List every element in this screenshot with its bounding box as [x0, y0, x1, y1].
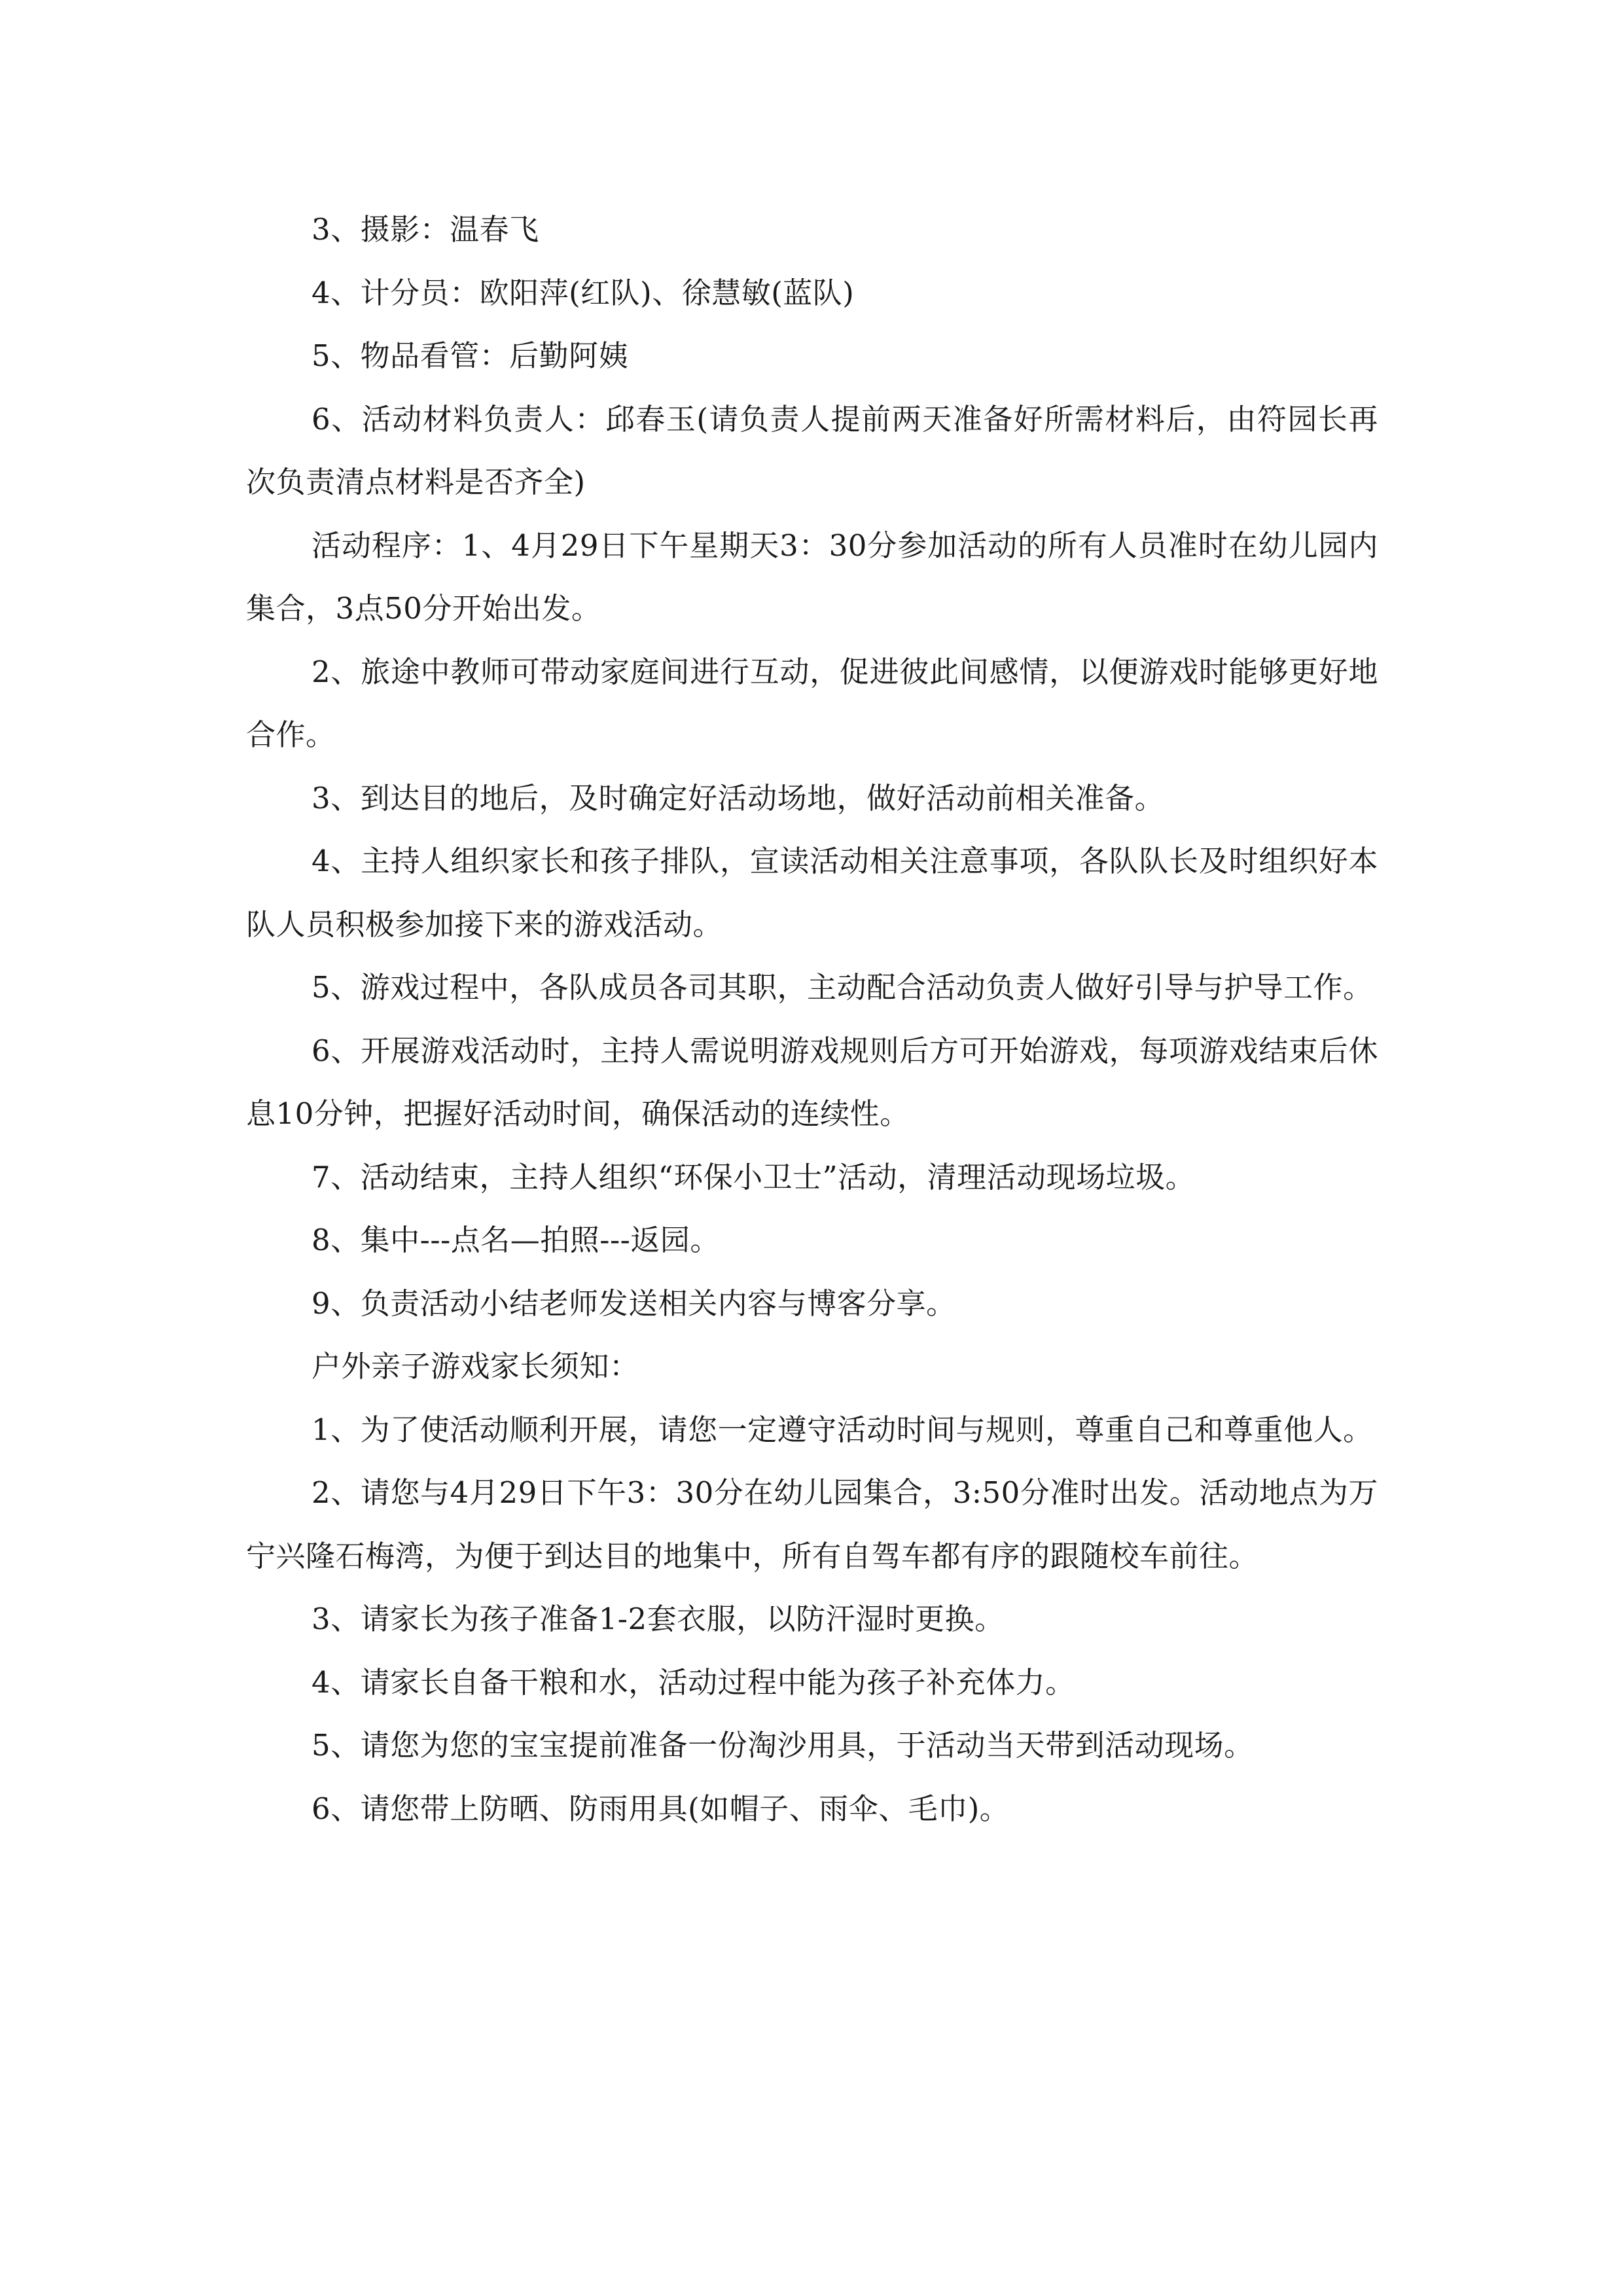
paragraph-17: 3、请家长为孩子准备1-2套衣服，以防汗湿时更换。 [312, 1602, 1005, 1636]
paragraph-19: 5、请您为您的宝宝提前准备一份淘沙用具，于活动当天带到活动现场。 [312, 1728, 1254, 1763]
paragraph-7: 3、到达目的地后，及时确定好活动场地，做好活动前相关准备。 [312, 780, 1165, 816]
paragraph-2: 4、计分员：欧阳萍(红队)、徐慧敏(蓝队) [312, 275, 855, 310]
paragraph-20: 6、请您带上防晒、防雨用具(如帽子、雨伞、毛巾)。 [312, 1791, 1010, 1826]
paragraph-14: 户外亲子游戏家长须知： [312, 1349, 639, 1384]
paragraph-12: 8、集中---点名—拍照---返园。 [312, 1223, 720, 1257]
paragraph-3: 5、物品看管：后勤阿姨 [312, 338, 629, 373]
paragraph-18: 4、请家长自备干粮和水，活动过程中能为孩子补充体力。 [312, 1664, 1075, 1700]
paragraph-10: 6、开展游戏活动时，主持人需说明游戏规则后方可开始游戏，每项游戏结束后休息10分钟，把握好活动时间，确保活动的连续性。 [246, 1033, 1378, 1131]
paragraph-9: 5、游戏过程中，各队成员各司其职，主动配合活动负责人做好引导与护导工作。 [312, 970, 1373, 1005]
paragraph-4: 6、活动材料负责人：邱春玉(请负责人提前两天准备好所需材料后，由符园长再次负责清点材料是否齐全) [246, 401, 1378, 499]
paragraph-15: 1、为了使活动顺利开展，请您一定遵守活动时间与规则，尊重自己和尊重他人。 [312, 1412, 1373, 1447]
paragraph-11: 7、活动结束，主持人组织“环保小卫士”活动，清理活动现场垃圾。 [312, 1159, 1196, 1194]
paragraph-1: 3、摄影：温春飞 [312, 212, 539, 247]
paragraph-8: 4、主持人组织家长和孩子排队，宣读活动相关注意事项，各队队长及时组织好本队人员积极参加接下来的游戏活动。 [246, 844, 1378, 942]
paragraph-6: 2、旅途中教师可带动家庭间进行互动，促进彼此间感情，以便游戏时能够更好地合作。 [246, 654, 1378, 752]
paragraph-5: 活动程序：1、4月29日下午星期天3：30分参加活动的所有人员准时在幼儿园内集合，3点50分开始出发。 [246, 528, 1378, 626]
paragraph-13: 9、负责活动小结老师发送相关内容与博客分享。 [312, 1285, 956, 1321]
paragraph-16: 2、请您与4月29日下午3：30分在幼儿园集合，3:50分准时出发。活动地点为万宁兴隆石梅湾，为便于到达目的地集中，所有自驾车都有序的跟随校车前往。 [246, 1475, 1378, 1573]
document-body [246, 198, 1378, 1840]
